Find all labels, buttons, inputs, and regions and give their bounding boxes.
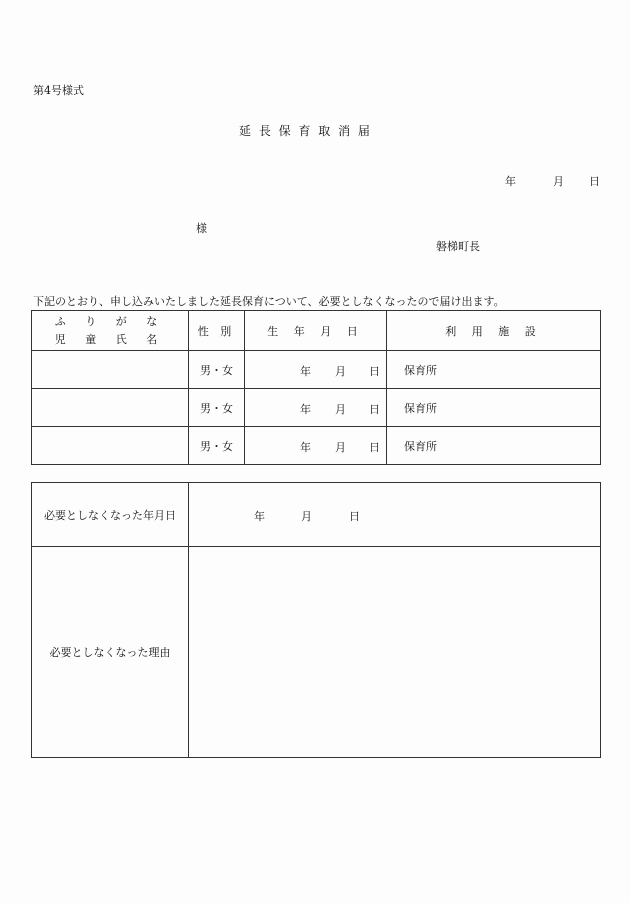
name-header-cell	[32, 311, 189, 351]
addressee-suffix: 様	[196, 222, 207, 235]
birth-year-label: 年	[300, 441, 311, 454]
birth-date-cell[interactable]	[245, 389, 387, 427]
birth-month-label: 月	[335, 365, 346, 378]
cancel-date-row	[32, 483, 601, 547]
birth-header: 生 年 月 日	[245, 311, 387, 351]
gender-cell[interactable]: 男・女	[189, 351, 245, 389]
children-table-header	[32, 311, 601, 351]
facility-cell[interactable]: 保育所	[387, 427, 601, 465]
facility-cell[interactable]: 保育所	[387, 351, 601, 389]
facility-cell[interactable]: 保育所	[387, 389, 601, 427]
gender-header: 性 別	[189, 311, 245, 351]
reason-row	[32, 547, 601, 758]
cancellation-table	[31, 482, 601, 758]
birth-year-label: 年	[300, 365, 311, 378]
birth-month-label: 月	[335, 441, 346, 454]
reason-cell[interactable]	[189, 547, 601, 758]
facility-header: 利 用 施 設	[387, 311, 601, 351]
child-name-cell[interactable]	[32, 427, 189, 465]
cancel-day-label: 日	[349, 510, 360, 523]
children-table	[31, 310, 601, 465]
table-row	[32, 389, 601, 427]
table-row	[32, 427, 601, 465]
page-title: 延 長 保 育 取 消 届	[239, 124, 372, 138]
cancel-year-label: 年	[254, 510, 265, 523]
child-name-header: 児 童 氏 名	[54, 332, 166, 346]
birth-year-label: 年	[300, 403, 311, 416]
birth-day-label: 日	[369, 365, 380, 378]
birth-day-label: 日	[369, 403, 380, 416]
birth-date-cell[interactable]	[245, 351, 387, 389]
child-name-cell[interactable]	[32, 351, 189, 389]
birth-date-cell[interactable]	[245, 427, 387, 465]
date-year-label: 年	[505, 175, 516, 188]
gender-cell[interactable]: 男・女	[189, 389, 245, 427]
cancel-month-label: 月	[301, 510, 312, 523]
birth-day-label: 日	[369, 441, 380, 454]
cancel-date-label: 必要としなくなった年月日	[32, 483, 189, 547]
child-name-cell[interactable]	[32, 389, 189, 427]
gender-cell[interactable]: 男・女	[189, 427, 245, 465]
date-day-label: 日	[589, 175, 600, 188]
intro-text: 下記のとおり、申し込みいたしました延長保育について、必要としなくなったので届け出ます。	[33, 295, 505, 308]
table-row	[32, 351, 601, 389]
birth-month-label: 月	[335, 403, 346, 416]
form-number: 第4号様式	[33, 84, 84, 97]
reason-label: 必要としなくなった理由	[32, 547, 189, 758]
date-month-label: 月	[553, 175, 564, 188]
furigana-header: ふ り が な	[54, 314, 166, 328]
issuer-name: 磐梯町長	[436, 240, 480, 253]
cancel-date-cell[interactable]	[189, 483, 601, 547]
